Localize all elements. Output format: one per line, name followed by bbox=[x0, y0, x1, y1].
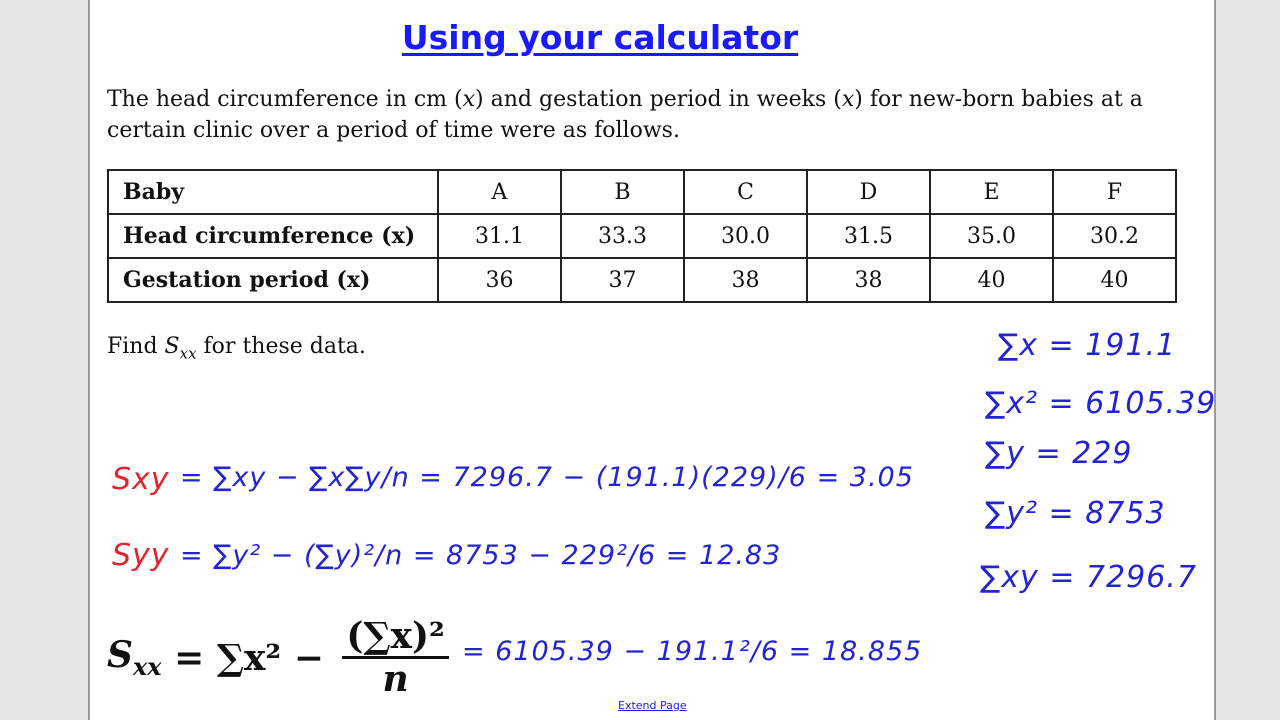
intro-var-2: x bbox=[841, 87, 855, 112]
table-cell: 31.5 bbox=[807, 214, 930, 258]
table-cell: 30.0 bbox=[684, 214, 807, 258]
question-prefix: Find bbox=[107, 334, 165, 359]
table-cell: 38 bbox=[807, 258, 930, 302]
table-cell: 30.2 bbox=[1053, 214, 1176, 258]
table-cell: 35.0 bbox=[930, 214, 1053, 258]
table-header-cell: A bbox=[438, 170, 561, 214]
table-header-cell: F bbox=[1053, 170, 1176, 214]
formula-numerator: (∑x)² bbox=[342, 616, 448, 659]
handwritten-sum-y: ∑y = 229 bbox=[985, 436, 1133, 471]
handwritten-sum-y-squared: ∑y² = 8753 bbox=[985, 496, 1166, 531]
data-table bbox=[107, 169, 1177, 303]
table-cell: 37 bbox=[561, 258, 684, 302]
table-row bbox=[108, 214, 1176, 258]
table-header-cell: Baby bbox=[108, 170, 438, 214]
table-header-cell: E bbox=[930, 170, 1053, 214]
table-cell: 31.1 bbox=[438, 214, 561, 258]
question-text bbox=[107, 334, 366, 362]
table-cell: 38 bbox=[684, 258, 807, 302]
formula-lhs bbox=[107, 634, 162, 681]
table-cell: 33.3 bbox=[561, 214, 684, 258]
table-cell: 40 bbox=[1053, 258, 1176, 302]
handwritten-sxy-working: = ∑xy − ∑x∑y/n = 7296.7 − (191.1)(229)/6 = 3.05 bbox=[180, 462, 914, 493]
table-header-cell: D bbox=[807, 170, 930, 214]
table-header-cell: B bbox=[561, 170, 684, 214]
handwritten-sum-x: ∑x = 191.1 bbox=[998, 328, 1177, 363]
formula-denominator: n bbox=[382, 658, 409, 700]
formula-fraction bbox=[342, 616, 448, 699]
handwritten-sum-x-squared: ∑x² = 6105.39 bbox=[985, 386, 1217, 421]
intro-part-1: The head circumference in cm ( bbox=[107, 87, 463, 112]
table-cell: 36 bbox=[438, 258, 561, 302]
sxx-formula bbox=[107, 616, 455, 699]
formula-lhs-subscript: xx bbox=[133, 652, 162, 682]
extend-page-link[interactable]: Extend Page bbox=[618, 699, 687, 712]
intro-part-2: ) and gestation period in weeks ( bbox=[475, 87, 842, 112]
question-suffix: for these data. bbox=[196, 334, 366, 359]
handwritten-sxy-label: Sxy bbox=[112, 462, 170, 497]
formula-lhs-symbol: S bbox=[107, 633, 133, 676]
table-row-label: Gestation period (x) bbox=[108, 258, 438, 302]
handwritten-syy-label: Syy bbox=[112, 538, 170, 573]
question-subscript: xx bbox=[179, 344, 197, 363]
intro-part-3: ) for new-born babies at a certain clinic over a period of time were as follows. bbox=[107, 87, 1143, 143]
question-symbol: S bbox=[164, 334, 180, 359]
handwritten-sxx-working: = 6105.39 − 191.1²/6 = 18.855 bbox=[462, 636, 923, 667]
handwritten-sum-xy: ∑xy = 7296.7 bbox=[980, 560, 1197, 595]
table-row bbox=[108, 258, 1176, 302]
table-header-cell: C bbox=[684, 170, 807, 214]
handwritten-syy-working: = ∑y² − (∑y)²/n = 8753 − 229²/6 = 12.83 bbox=[180, 540, 782, 571]
table-row-label: Head circumference (x) bbox=[108, 214, 438, 258]
intro-var-1: x bbox=[462, 87, 476, 112]
page-title: Using your calculator bbox=[401, 18, 799, 57]
table-header-row bbox=[108, 170, 1176, 214]
table-cell: 40 bbox=[930, 258, 1053, 302]
intro-text bbox=[107, 84, 1217, 146]
formula-middle: = ∑x² − bbox=[161, 636, 337, 679]
